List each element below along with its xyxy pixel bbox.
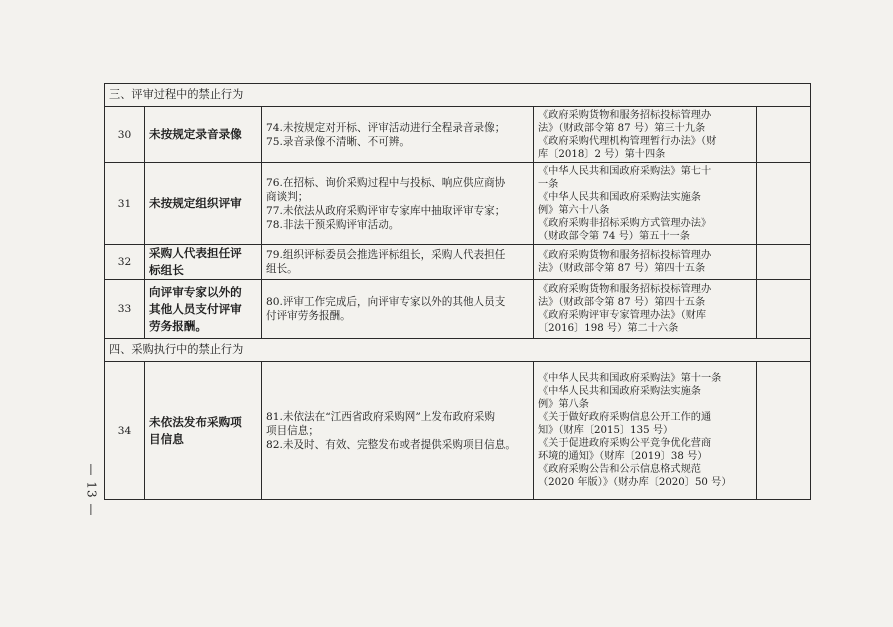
violation-name: 未依法发布采购项 目信息 (145, 362, 262, 500)
row-number: 33 (105, 280, 145, 339)
section-title: 四、采购执行中的禁止行为 (105, 339, 811, 362)
row-number: 32 (105, 245, 145, 280)
legal-basis-cell: 《政府采购货物和服务招标投标管理办 法》（财政部令第 87 号）第四十五条 (534, 245, 757, 280)
remarks-cell (757, 163, 811, 245)
section-header-row (105, 339, 811, 362)
table-row (105, 362, 811, 500)
table-row (105, 280, 811, 339)
table-row (105, 245, 811, 280)
section-title: 三、评审过程中的禁止行为 (105, 84, 811, 107)
remarks-cell (757, 362, 811, 500)
behavior-cell: 79.组织评标委员会推选评标组长，采购人代表担任 组长。 (262, 245, 534, 280)
row-number: 34 (105, 362, 145, 500)
behavior-cell: 74.未按规定对开标、评审活动进行全程录音录像； 75.录音录像不清晰、不可辨。 (262, 107, 534, 163)
remarks-cell (757, 245, 811, 280)
page-number (80, 463, 102, 517)
row-number: 30 (105, 107, 145, 163)
behavior-cell: 80.评审工作完成后，向评审专家以外的其他人员支 付评审劳务报酬。 (262, 280, 534, 339)
legal-basis-cell: 《政府采购货物和服务招标投标管理办 法》（财政部令第 87 号）第三十九条 《政府采购代理机构管理暂行办法》（财 库〔2018〕2 号）第十四条 (534, 107, 757, 163)
legal-basis-cell: 《中华人民共和国政府采购法》第七十 一条 《中华人民共和国政府采购法实施条 例》第六十八条 《政府采购非招标采购方式管理办法》 （财政部令第 74 号）第五十一条 (534, 163, 757, 245)
violation-name: 向评审专家以外的 其他人员支付评审 劳务报酬。 (145, 280, 262, 339)
table-row (105, 107, 811, 163)
remarks-cell (757, 107, 811, 163)
legal-basis-cell: 《中华人民共和国政府采购法》第十一条 《中华人民共和国政府采购法实施条 例》第八条 《关于做好政府采购信息公开工作的通 知》（财库〔2015〕135 号） 《关于促进政府采购公平竞争优化营商 环境的通知》（财库〔2019〕38 号） 《政府采购公告和公示信息格式规范 （2020 年版）》（财办库〔2020〕50 号） (534, 362, 757, 500)
violation-name: 未按规定组织评审 (145, 163, 262, 245)
table-row (105, 163, 811, 245)
behavior-cell: 81.未依法在“江西省政府采购网”上发布政府采购 项目信息； 82.未及时、有效、完整发布或者提供采购项目信息。 (262, 362, 534, 500)
behavior-cell: 76.在招标、询价采购过程中与投标、响应供应商协 商谈判； 77.未依法从政府采购评审专家库中抽取评审专家； 78.非法干预采购评审活动。 (262, 163, 534, 245)
section-header-row (105, 84, 811, 107)
legal-basis-cell: 《政府采购货物和服务招标投标管理办 法》（财政部令第 87 号）第四十五条 《政府采购评审专家管理办法》（财库 〔2016〕198 号）第二十六条 (534, 280, 757, 339)
violation-name: 未按规定录音录像 (145, 107, 262, 163)
page-number-text: — 13 — (84, 463, 98, 517)
row-number: 31 (105, 163, 145, 245)
remarks-cell (757, 280, 811, 339)
prohibited-behaviors-table (104, 83, 811, 500)
violation-name: 采购人代表担任评 标组长 (145, 245, 262, 280)
